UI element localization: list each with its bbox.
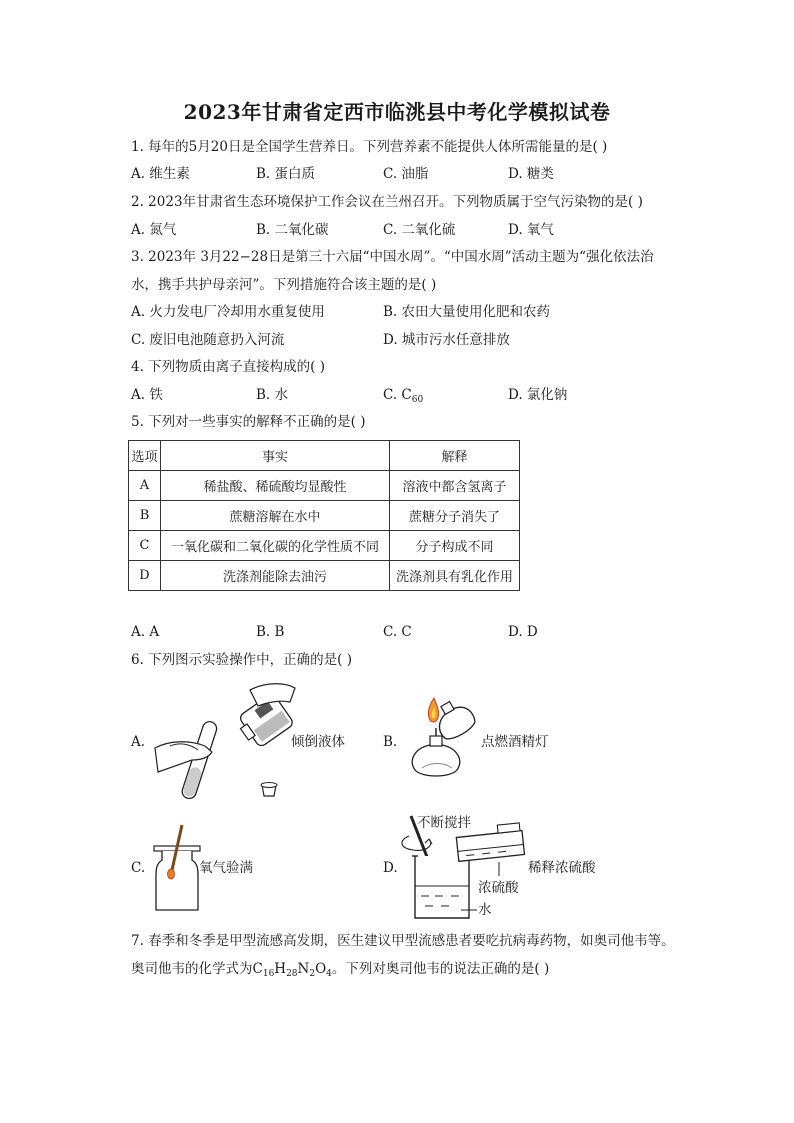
row-b-explanation: 蔗糖分子消失了	[390, 501, 520, 531]
row-d-explanation: 洗涤剂具有乳化作用	[390, 561, 520, 591]
question-4-stem: 4. 下列物质由离子直接构成的( )	[131, 359, 325, 375]
question-6-stem: 6. 下列图示实验操作中，正确的是( )	[131, 652, 352, 668]
q3-option-d: D. 城市污水任意排放	[383, 332, 510, 348]
row-b-option: B	[129, 501, 161, 531]
row-a-explanation: 溶液中都含氢离子	[390, 471, 520, 501]
table-row	[129, 561, 520, 591]
q5-option-d: D. D	[508, 624, 538, 640]
c60-subscript: 60	[411, 395, 424, 405]
header-option: 选项	[129, 441, 161, 471]
sub-4: 4	[326, 969, 332, 979]
row-a-fact: 稀盐酸、稀硫酸均显酸性	[161, 471, 390, 501]
q4-option-d: D. 氯化钠	[508, 387, 568, 403]
q2-option-b: B. 二氧化碳	[256, 222, 329, 238]
q6-d-dilute-caption: 稀释浓硫酸	[528, 860, 596, 876]
q6-option-d-letter: D.	[383, 860, 398, 876]
alcohol-lamp-illustration	[400, 690, 485, 790]
question-7-stem-line2	[131, 960, 549, 983]
oxygen-test-illustration	[150, 820, 205, 915]
question-5-stem: 5. 下列对一些事实的解释不正确的是( )	[131, 414, 366, 430]
q6-option-a-letter: A.	[131, 734, 146, 750]
formula-n: N	[297, 961, 310, 977]
sub-28: 28	[286, 969, 298, 979]
q6-d-stir-label: 不断搅拌	[417, 815, 471, 831]
q4-option-c-text: C. C	[383, 387, 412, 403]
q6-option-c-caption: 氧气验满	[199, 860, 253, 876]
table-row	[129, 531, 520, 561]
q2-option-d: D. 氧气	[508, 222, 554, 238]
formula-suffix: 。下列对奥司他韦的说法正确的是( )	[331, 961, 550, 977]
q5-option-c: C. C	[383, 624, 412, 640]
question-1-stem: 1. 每年的5月20日是全国学生营养日。下列营养素不能提供人体所需能量的是( )	[131, 139, 608, 155]
q4-option-a: A. 铁	[131, 387, 163, 403]
row-d-fact: 洗涤剂能除去油污	[161, 561, 390, 591]
sub-16: 16	[262, 969, 275, 979]
question-3-stem-line2: 水，携手共护母亲河”。下列措施符合该主题的是( )	[131, 277, 437, 293]
facts-table	[128, 440, 520, 591]
table-row	[129, 471, 520, 501]
q6-option-b-letter: B.	[383, 734, 398, 750]
header-explanation: 解释	[390, 441, 520, 471]
q3-option-c: C. 废旧电池随意扔入河流	[131, 332, 285, 348]
row-a-option: A	[129, 471, 161, 501]
q6-option-a-caption: 倾倒液体	[291, 734, 345, 750]
q1-option-d: D. 糖类	[508, 166, 554, 182]
table-header-row	[129, 441, 520, 471]
q3-option-b: B. 农田大量使用化肥和农药	[383, 304, 551, 320]
q5-option-a: A. A	[131, 624, 160, 640]
row-c-explanation: 分子构成不同	[390, 531, 520, 561]
row-c-option: C	[129, 531, 161, 561]
q4-option-b: B. 水	[256, 387, 289, 403]
question-2-stem: 2. 2023年甘肃省生态环境保护工作会议在兰州召开。下列物质属于空气污染物的是( )	[131, 194, 643, 210]
q2-option-a: A. 氮气	[131, 222, 177, 238]
formula-o: O	[315, 961, 327, 977]
question-3-stem-line1: 3. 2023年 3月22−28日是第三十六届“中国水周”。“中国水周”活动主题为“强化依法治	[131, 249, 654, 265]
q1-option-b: B. 蛋白质	[256, 166, 316, 182]
formula-h: H	[274, 961, 287, 977]
q4-option-c	[383, 386, 423, 409]
q6-option-b-caption: 点燃酒精灯	[481, 734, 549, 750]
q6-d-acid-label: 浓硫酸	[478, 880, 519, 896]
table-row	[129, 501, 520, 531]
exam-title: 2023年甘肃省定西市临洮县中考化学模拟试卷	[183, 100, 611, 124]
sub-2: 2	[309, 969, 316, 979]
q1-option-a: A. 维生素	[131, 166, 190, 182]
row-b-fact: 蔗糖溶解在水中	[161, 501, 390, 531]
q1-option-c: C. 油脂	[383, 166, 429, 182]
header-fact: 事实	[161, 441, 390, 471]
q3-option-a: A. 火力发电厂冷却用水重复使用	[131, 304, 325, 320]
pouring-liquid-illustration	[150, 680, 300, 805]
q6-option-c-letter: C.	[131, 860, 146, 876]
row-c-fact: 一氧化碳和二氧化碳的化学性质不同	[161, 531, 390, 561]
formula-prefix: 奥司他韦的化学式为C	[131, 961, 263, 977]
q5-option-b: B. B	[256, 624, 285, 640]
question-7-stem-line1: 7. 春季和冬季是甲型流感高发期，医生建议甲型流感患者要吃抗病毒药物，如奥司他韦等。	[131, 933, 675, 949]
q6-d-water-label: 水	[478, 902, 492, 918]
row-d-option: D	[129, 561, 161, 591]
q2-option-c: C. 二氧化硫	[383, 222, 456, 238]
